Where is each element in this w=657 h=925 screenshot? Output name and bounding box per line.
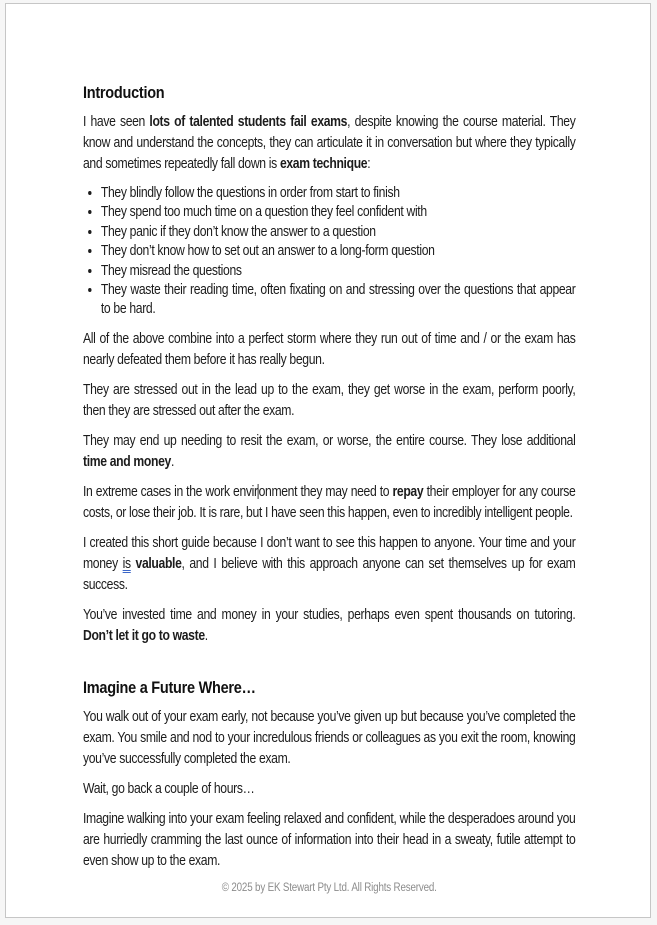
bullet-item [101,184,576,203]
text-run: © 2025 by EK Stewart Pty Ltd. All Rights Reserved. [221,881,437,894]
bold-text-run: Don’t let it go to waste [83,627,205,644]
paragraph [83,112,575,175]
bold-text-run: Imagine a Future Where… [83,677,256,697]
bold-text-run: Introduction [83,83,165,102]
section-heading [83,677,575,699]
paragraph [83,482,575,524]
text-run: their employer for any course costs, or lose their job. It is rare, but I have seen this happen, even to incredibly intelligent people. [83,483,576,521]
text-run: They may end up needing to resit the exam, or worse, the entire course. They lose additional [83,432,576,449]
bold-text-run: repay [392,483,424,500]
text-run: . [204,627,208,644]
text-run: They waste their reading time, often fixating on and stressing over the questions that appear to be hard. [100,282,576,318]
grammar-flagged-text: is [122,555,131,572]
text-run: , despite knowing the course material. They know and understand the concepts, they can articulate it in conversation but where they typically and sometimes repeatedly fall down is [83,114,576,172]
text-run: They spend too much time on a question they feel confident with [100,204,427,221]
document-text-area[interactable] [83,82,575,896]
bullet-item [101,281,576,320]
bullet-item [101,223,576,242]
text-run: They panic if they don’t know the answer to a question [100,223,376,240]
section-heading [83,82,575,104]
text-run: Imagine walking into your exam feeling relaxed and confident, while the desperadoes around you are hurriedly cramming the last ounce of information into their head in a sweaty, futile attempt to even show up to the exam. [83,810,576,869]
text-run: They are stressed out in the lead up to the exam, they get worse in the exam, perform poorly, then they are stressed out after the exam. [83,381,576,419]
paragraph [83,779,575,800]
text-run: They don’t know how to set out an answer to a long-form question [100,243,435,260]
paragraph [83,809,575,872]
text-run: They misread the questions [100,262,242,279]
text-run: , and I believe with this approach anyone can set themselves up for exam success. [83,555,576,593]
bold-text-run: exam technique [279,156,368,172]
paragraph [83,605,575,647]
document-page [5,3,651,918]
text-run: Wait, go back a couple of hours… [83,780,255,797]
text-run: You’ve invested time and money in your studies, perhaps even spent thousands on tutoring. [83,606,576,623]
paragraph [83,533,575,596]
text-run: All of the above combine into a perfect storm where they run out of time and / or the exam has nearly defeated them before it has really begun. [83,330,576,368]
text-run: : [367,156,371,172]
text-run: You walk out of your exam early, not because you’ve given up but because you’ve completed the exam. You smile and nod to your incredulous friends or colleagues as you exit the room, knowing you’ve successfully completed the exam. [83,708,576,767]
paragraph [83,329,575,371]
bold-text-run: lots of talented students fail exams [149,114,348,130]
paragraph [83,431,575,473]
text-run: In extreme cases in the work envir [83,483,258,500]
text-run: I created this short guide because I don’t want to see this happen to anyone. Your time and your money [83,534,576,572]
paragraph [83,380,575,422]
text-run: onment they may need to [258,483,393,500]
text-run: They blindly follow the questions in order from start to finish [100,185,400,201]
bullet-item [101,242,576,261]
bullet-item [101,262,576,281]
text-run: I have seen [83,114,150,130]
paragraph [83,707,575,770]
bullet-item [101,203,576,222]
copyright-footer [83,881,575,896]
bold-text-run: valuable [135,555,182,572]
bold-text-run: time and money [83,453,171,470]
text-run: . [170,453,175,470]
bullet-list [83,184,575,320]
